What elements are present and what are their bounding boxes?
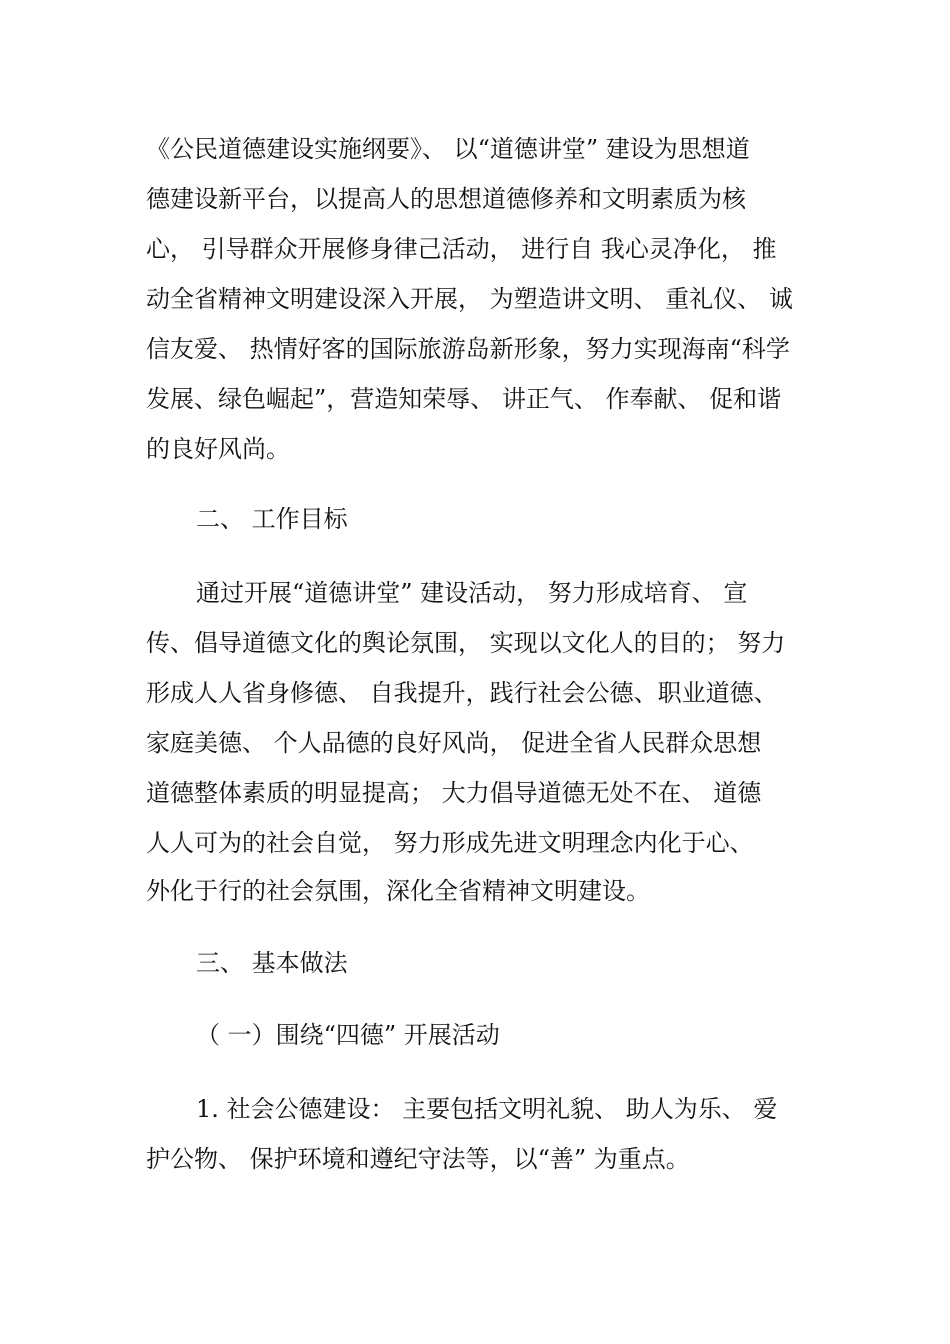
intro-line: 发展、绿色崛起”，营造知荣辱、 讲正气、 作奉献、 促和谐 [146,385,782,413]
goals-line: 道德整体素质的明显提高； 大力倡导道德无处不在、 道德 [146,779,762,807]
intro-line: 德建设新平台，以提高人的思想道德修养和文明素质为核 [146,185,746,213]
goals-line: 外化于行的社会氛围，深化全省精神文明建设。 [146,877,650,905]
section-heading-basic-practices: 三、 基本做法 [196,949,348,977]
intro-line: 信友爱、 热情好客的国际旅游岛新形象，努力实现海南“科学 [146,335,790,363]
goals-line: 家庭美德、 个人品德的良好风尚， 促进全省人民群众思想 [146,729,762,757]
goals-line: 传、倡导道德文化的舆论氛围， 实现以文化人的目的； 努力 [146,629,786,657]
section-heading-work-goals: 二、 工作目标 [196,505,348,533]
intro-line: 的良好风尚。 [146,435,290,463]
intro-line: 动全省精神文明建设深入开展， 为塑造讲文明、 重礼仪、 诚 [146,285,793,313]
goals-line: 通过开展“道德讲堂” 建设活动， 努力形成培育、 宣 [196,579,748,607]
goals-line: 形成人人省身修德、 自我提升，践行社会公德、职业道德、 [146,679,778,707]
goals-line: 人人可为的社会自觉， 努力形成先进文明理念内化于心、 [146,829,754,857]
item-social-ethics-line: 护公物、 保护环境和遵纪守法等，以“善” 为重点。 [146,1145,690,1173]
intro-line: 心， 引导群众开展修身律己活动， 进行自 我心灵净化， 推 [146,235,777,263]
item-social-ethics-line: 1. 社会公德建设： 主要包括文明礼貌、 助人为乐、 爱 [196,1095,778,1123]
subheading-four-virtues: （ 一）围绕“四德” 开展活动 [196,1021,500,1049]
intro-line: 《公民道德建设实施纲要》、 以“道德讲堂” 建设为思想道 [146,135,750,163]
